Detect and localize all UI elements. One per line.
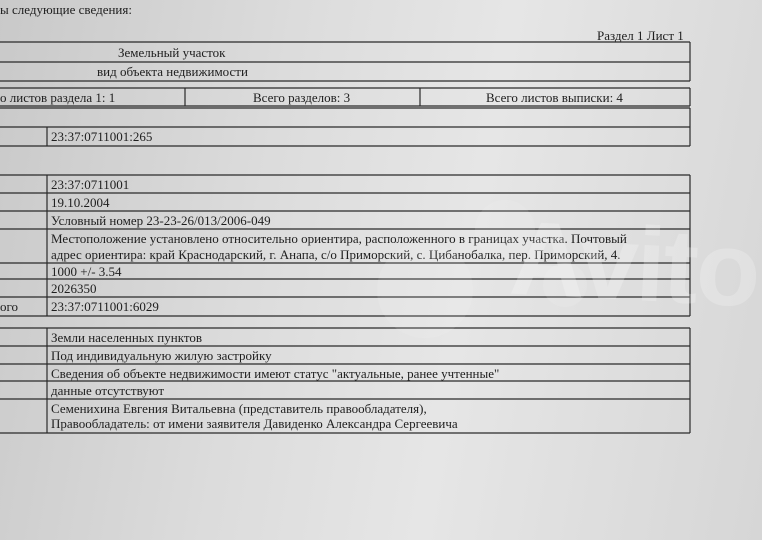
object-type-caption: вид объекта недвижимости bbox=[97, 64, 248, 79]
parent-label-fragment: ого bbox=[0, 299, 19, 314]
land-category: Земли населенных пунктов bbox=[51, 330, 202, 345]
record-status: Сведения об объекте недвижимости имеют статус "актуальные, ранее учтенные" bbox=[51, 366, 500, 381]
location-line-1: Местоположение установлено относительно ориентира, расположенного в границах участка. Почтовый bbox=[51, 231, 627, 246]
parent-number: 23:37:0711001:6029 bbox=[51, 299, 159, 314]
cadastral-number: 23:37:0711001:265 bbox=[51, 129, 153, 144]
cadastral-value: 2026350 bbox=[51, 281, 97, 296]
previous-number: Условный номер 23-23-26/013/2006-049 bbox=[51, 213, 271, 228]
total-sections: Всего разделов: 3 bbox=[253, 90, 351, 105]
recipient-line-1: Семенихина Евгения Витальевна (представитель правообладателя), bbox=[51, 401, 427, 416]
area-value: 1000 +/- 3.54 bbox=[51, 264, 122, 279]
permitted-use: Под индивидуальную жилую застройку bbox=[51, 348, 272, 363]
recipient-line-2: Правообладатель: от имени заявителя Давиденко Александра Сергеевича bbox=[51, 416, 458, 431]
sheets-in-section: о листов раздела 1: 1 bbox=[0, 90, 116, 105]
total-sheets: Всего листов выписки: 4 bbox=[486, 90, 623, 105]
section-sheet-label: Раздел 1 Лист 1 bbox=[597, 28, 684, 43]
location-line-2: адрес ориентира: край Краснодарский, г. Анапа, с/о Приморский, с. Цибанобалка, пер. Приморский, 4. bbox=[51, 247, 621, 262]
object-type-value: Земельный участок bbox=[118, 45, 226, 60]
assignment-date: 19.10.2004 bbox=[51, 195, 110, 210]
quarter-number: 23:37:0711001 bbox=[51, 177, 130, 192]
special-marks: данные отсутствуют bbox=[51, 383, 165, 398]
avito-watermark-text: Avito bbox=[507, 199, 762, 330]
intro-text: ы следующие сведения: bbox=[0, 2, 132, 17]
